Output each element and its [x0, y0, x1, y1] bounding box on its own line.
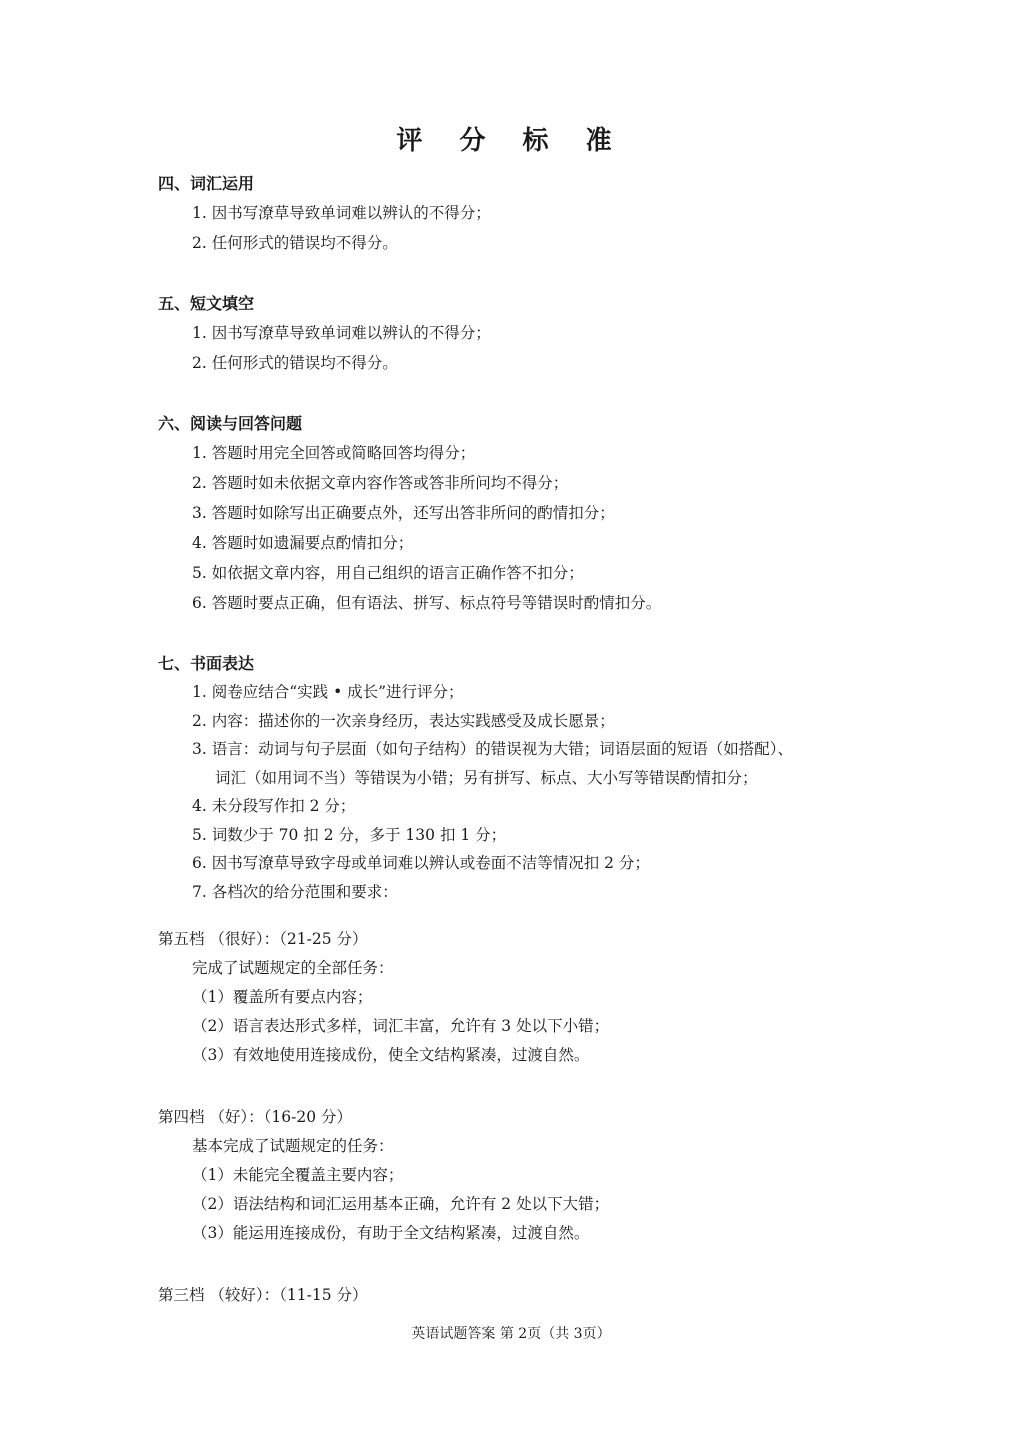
section-cloze	[158, 290, 878, 378]
list-item-continuation: 词汇（如用词不当）等错误为小错；另有拼写、标点、大小写等错误酌情扣分；	[215, 768, 758, 787]
grade-point: （2）语法结构和词汇运用基本正确，允许有 2 处以下大错；	[192, 1195, 610, 1213]
grade-point: （1）未能完全覆盖主要内容；	[192, 1166, 404, 1184]
list-item: 2. 任何形式的错误均不得分。	[192, 354, 398, 372]
grade-heading: 第三档 （较好）：（11-15 分）	[158, 1286, 368, 1304]
list-item: 1. 答题时用完全回答或简略回答均得分；	[192, 444, 476, 462]
list-item: 4. 未分段写作扣 2 分；	[192, 797, 356, 815]
section-reading	[158, 410, 878, 618]
grade-heading: 第五档 （很好）：（21-25 分）	[158, 930, 368, 948]
section-heading: 四、词汇运用	[158, 174, 255, 193]
section-vocabulary	[158, 170, 878, 258]
document-body	[158, 170, 878, 1310]
grade-intro: 基本完成了试题规定的任务：	[192, 1137, 394, 1155]
grade-intro: 完成了试题规定的全部任务：	[192, 959, 394, 977]
section-writing	[158, 650, 878, 906]
list-item: 2. 内容：描述你的一次亲身经历，表达实践感受及成长愿景；	[192, 711, 615, 730]
list-item: 1. 因书写潦草导致单词难以辨认的不得分；	[192, 204, 491, 222]
grade-point: （3）有效地使用连接成份，使全文结构紧凑，过渡自然。	[192, 1046, 590, 1064]
list-item: 5. 如依据文章内容，用自己组织的语言正确作答不扣分；	[192, 564, 584, 582]
list-item: 5. 词数少于 70 扣 2 分，多于 130 扣 1 分；	[192, 825, 507, 844]
section-heading: 六、阅读与回答问题	[158, 414, 303, 433]
grade-level-3	[158, 1280, 878, 1310]
list-item: 1. 因书写潦草导致单词难以辨认的不得分；	[192, 324, 491, 342]
grade-point: （2）语言表达形式多样，词汇丰富，允许有 3 处以下小错；	[192, 1017, 610, 1035]
list-item: 2. 答题时如未依据文章内容作答或答非所问均不得分；	[192, 474, 569, 492]
list-item: 6. 答题时要点正确，但有语法、拼写、标点符号等错误时酌情扣分。	[192, 594, 662, 612]
section-heading: 七、书面表达	[158, 654, 255, 673]
list-item: 3. 答题时如除写出正确要点外，还写出答非所问的酌情扣分；	[192, 504, 615, 522]
list-item: 4. 答题时如遗漏要点酌情扣分；	[192, 534, 414, 552]
grade-level-5	[158, 924, 878, 1070]
list-item: 2. 任何形式的错误均不得分。	[192, 234, 398, 252]
grade-point: （1）覆盖所有要点内容；	[192, 988, 373, 1006]
page-footer: 英语试题答案 第 2页（共 3页）	[411, 1326, 611, 1342]
list-item: 3. 语言：动词与句子层面（如句子结构）的错误视为大错；词语层面的短语（如搭配）、	[192, 740, 793, 758]
list-item: 6. 因书写潦草导致字母或单词难以辨认或卷面不洁等情况扣 2 分；	[192, 854, 650, 872]
grade-level-4	[158, 1102, 878, 1248]
list-item: 1. 阅卷应结合“实践 • 成长”进行评分；	[192, 683, 464, 701]
section-heading: 五、短文填空	[158, 294, 255, 313]
list-item: 7. 各档次的给分范围和要求：	[192, 882, 398, 901]
grade-point: （3）能运用连接成份，有助于全文结构紧凑，过渡自然。	[192, 1224, 590, 1242]
page-title: 评 分 标 准	[396, 126, 626, 156]
grade-heading: 第四档 （好）：（16-20 分）	[158, 1108, 353, 1126]
